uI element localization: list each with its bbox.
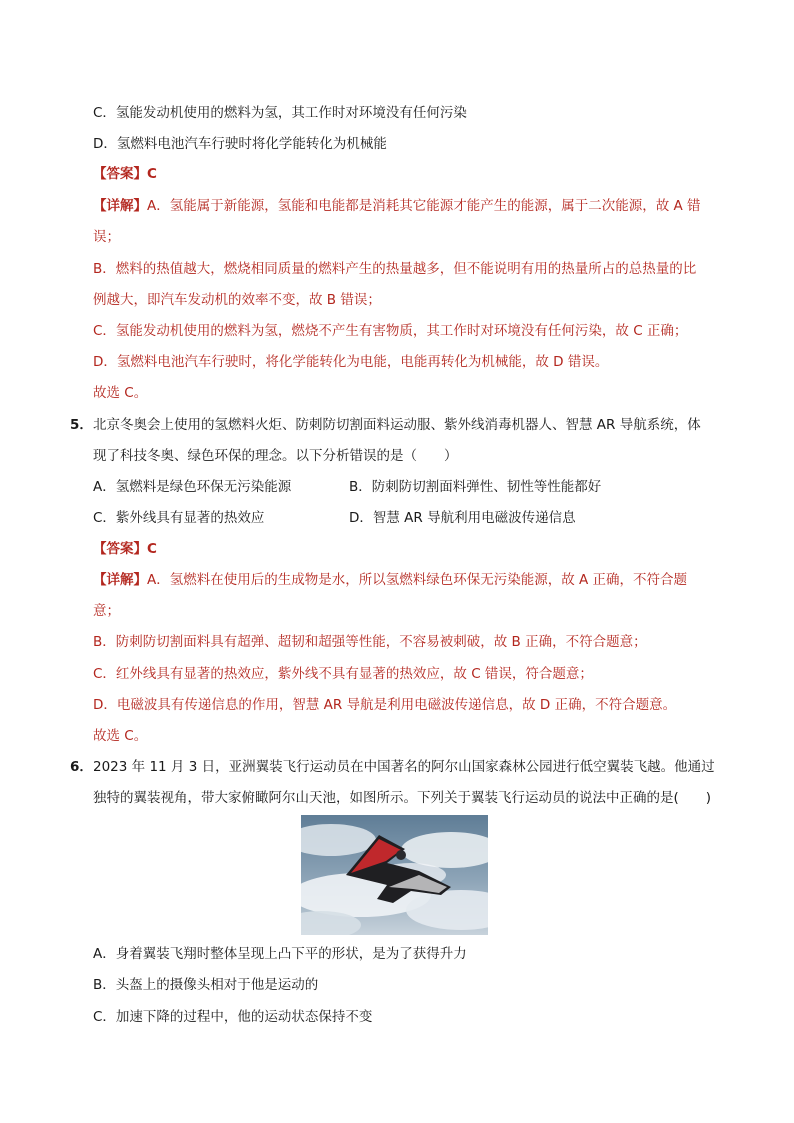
q5-conclusion: 故选 C。 [93, 728, 148, 744]
answer-value: C [147, 541, 157, 557]
q5-answer [93, 539, 157, 559]
q5-option-a: A．氢燃料是绿色环保无污染能源 [93, 479, 292, 495]
q4-detail-a-line1 [93, 196, 701, 216]
q6-stem-line2: 独特的翼装视角，带大家俯瞰阿尔山天池，如图所示。下列关于翼装飞行运动员的说法中正确的是( ) [93, 790, 712, 806]
q5-option-b: B．防刺防切割面料弹性、韧性等性能都好 [349, 479, 602, 495]
q5-option-d: D．智慧 AR 导航利用电磁波传递信息 [349, 510, 576, 526]
q5-detail-a-line2: 意； [93, 603, 120, 619]
q4-detail-d: D．氢燃料电池汽车行驶时，将化学能转化为电能，电能再转化为机械能，故 D 错误。 [93, 354, 609, 370]
detail-text: A．氢燃料在使用后的生成物是水，所以氢燃料绿色环保无污染能源，故 A 正确，不符合题 [147, 572, 688, 588]
q4-option-c: C．氢能发动机使用的燃料为氢，其工作时对环境没有任何污染 [93, 105, 467, 121]
q6-option-a: A．身着翼装飞翔时整体呈现上凸下平的形状，是为了获得升力 [93, 946, 467, 962]
q4-conclusion: 故选 C。 [93, 385, 148, 401]
q5-detail-c: C．红外线具有显著的热效应，紫外线不具有显著的热效应，故 C 错误，符合题意； [93, 666, 593, 682]
q4-detail-c: C．氢能发动机使用的燃料为氢，燃烧不产生有害物质，其工作时对环境没有任何污染，故 C 正确； [93, 323, 688, 339]
detail-text: A．氢能属于新能源，氢能和电能都是消耗其它能源才能产生的能源，属于二次能源，故 A 错 [147, 198, 701, 214]
q5-number: 5． [70, 417, 93, 433]
q6-option-b: B．头盔上的摄像头相对于他是运动的 [93, 977, 319, 993]
answer-value: C [147, 166, 157, 182]
q5-detail-a-line1 [93, 570, 687, 590]
q5-detail-b: B．防刺防切割面料具有超弹、超韧和超强等性能，不容易被刺破，故 B 正确，不符合题意； [93, 634, 647, 650]
q4-detail-b-line1: B．燃料的热值越大，燃烧相同质量的燃料产生的热量越多，但不能说明有用的热量所占的总热量的比 [93, 261, 697, 277]
q4-detail-b-line2: 例越大，即汽车发动机的效率不变，故 B 错误； [93, 292, 381, 308]
answer-tag: 【答案】 [93, 541, 147, 557]
q5-stem-line2: 现了科技冬奥、绿色环保的理念。以下分析错误的是（ ） [93, 448, 458, 464]
q5-detail-d: D．电磁波具有传递信息的作用，智慧 AR 导航是利用电磁波传递信息，故 D 正确，不符合题意。 [93, 697, 677, 713]
wingsuit-photo [301, 815, 488, 935]
answer-tag: 【答案】 [93, 166, 147, 182]
detail-tag: 【详解】 [93, 572, 147, 588]
q4-option-d: D．氢燃料电池汽车行驶时将化学能转化为机械能 [93, 136, 387, 152]
detail-tag: 【详解】 [93, 198, 147, 214]
q4-answer [93, 164, 157, 184]
q4-detail-a-line2: 误； [93, 229, 120, 245]
q6-number: 6． [70, 759, 93, 775]
q6-option-c: C．加速下降的过程中，他的运动状态保持不变 [93, 1009, 373, 1025]
q5-stem-line1: 北京冬奥会上使用的氢燃料火炬、防刺防切割面料运动服、紫外线消毒机器人、智慧 AR 导航系统，体 [93, 417, 701, 433]
q5-option-c: C．紫外线具有显著的热效应 [93, 510, 265, 526]
q6-stem-line1: 2023 年 11 月 3 日，亚洲翼装飞行运动员在中国著名的阿尔山国家森林公园进行低空翼装飞越。他通过 [93, 759, 715, 775]
